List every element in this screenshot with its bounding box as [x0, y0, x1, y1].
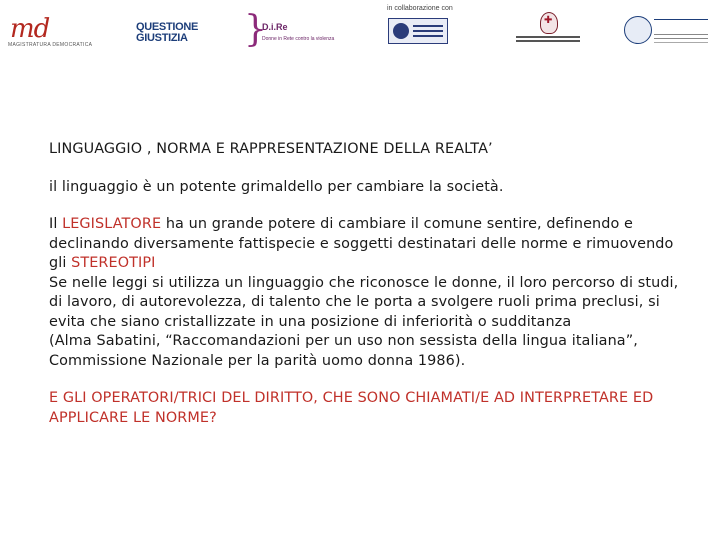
logo-bar: [0, 0, 720, 60]
qg-logo-line1: QUESTIONE: [136, 21, 199, 33]
qg-logo-line2: GIUSTIZIA: [136, 32, 188, 44]
collaboration-label: in collaborazione con: [387, 5, 453, 12]
slide-heading: LINGUAGGIO , NORMA E RAPPRESENTAZIONE DELLA REALTA’: [49, 141, 493, 157]
partner-logo-3-rule: [654, 19, 708, 20]
md-logo-mark: md: [10, 14, 50, 44]
partner-logo-3: [624, 14, 714, 48]
legislator-middle: ha un grande potere di cambiare il comune sentire, definendo e declinando diversamente fattispecie e soggetti destinatari delle norme e rimuovendo gli: [49, 216, 674, 271]
round-seal-icon: [624, 16, 652, 44]
partner-logo-2-text-lines: [516, 36, 580, 38]
dire-logo-tagline: Donne in Rete contro la violenza: [262, 36, 335, 42]
legislator-paragraph: [49, 215, 689, 371]
dire-logo: [244, 9, 354, 52]
crest-icon: [540, 12, 558, 34]
md-logo-tagline: MAGISTRATURA DEMOCRATICA: [8, 42, 93, 48]
stereotypes-term: STEREOTIPI: [71, 255, 156, 271]
questione-giustizia-logo: [136, 22, 216, 48]
partner-logo-2: [516, 12, 580, 48]
sabatini-citation: (Alma Sabatini, “Raccomandazioni per un uso non sessista della lingua italiana”, Commissione Nazionale per la parità uomo donna 1986).: [49, 333, 638, 369]
partner-logo-1: [388, 18, 448, 44]
seal-icon: [393, 23, 409, 39]
partner-logo-1-text-lines: [413, 25, 443, 27]
dire-bracket-icon: }: [244, 9, 267, 50]
legislator-rest: Se nelle leggi si utilizza un linguaggio che riconosce le donne, il loro percorso di studi, di lavoro, di autorevolezza, di talento che le porta a svolgere ruoli prima preclusi, si evita che siano cristallizzate in una posizione di inferiorità o sudditanza: [49, 274, 679, 330]
legislator-term: LEGISLATORE: [62, 216, 162, 232]
dire-logo-name: D.i.Re: [262, 22, 288, 32]
slide-content: [49, 140, 689, 428]
closing-question: E GLI OPERATORI/TRICI DEL DIRITTO, CHE SONO CHIAMATI/E AD INTERPRETARE ED APPLICARE LE NORME?: [49, 390, 654, 426]
md-logo: [8, 14, 96, 50]
intro-paragraph: il linguaggio è un potente grimaldello per cambiare la società.: [49, 178, 504, 195]
legislator-prefix: Il: [49, 216, 63, 232]
partner-logo-3-text-lines: [654, 34, 708, 35]
